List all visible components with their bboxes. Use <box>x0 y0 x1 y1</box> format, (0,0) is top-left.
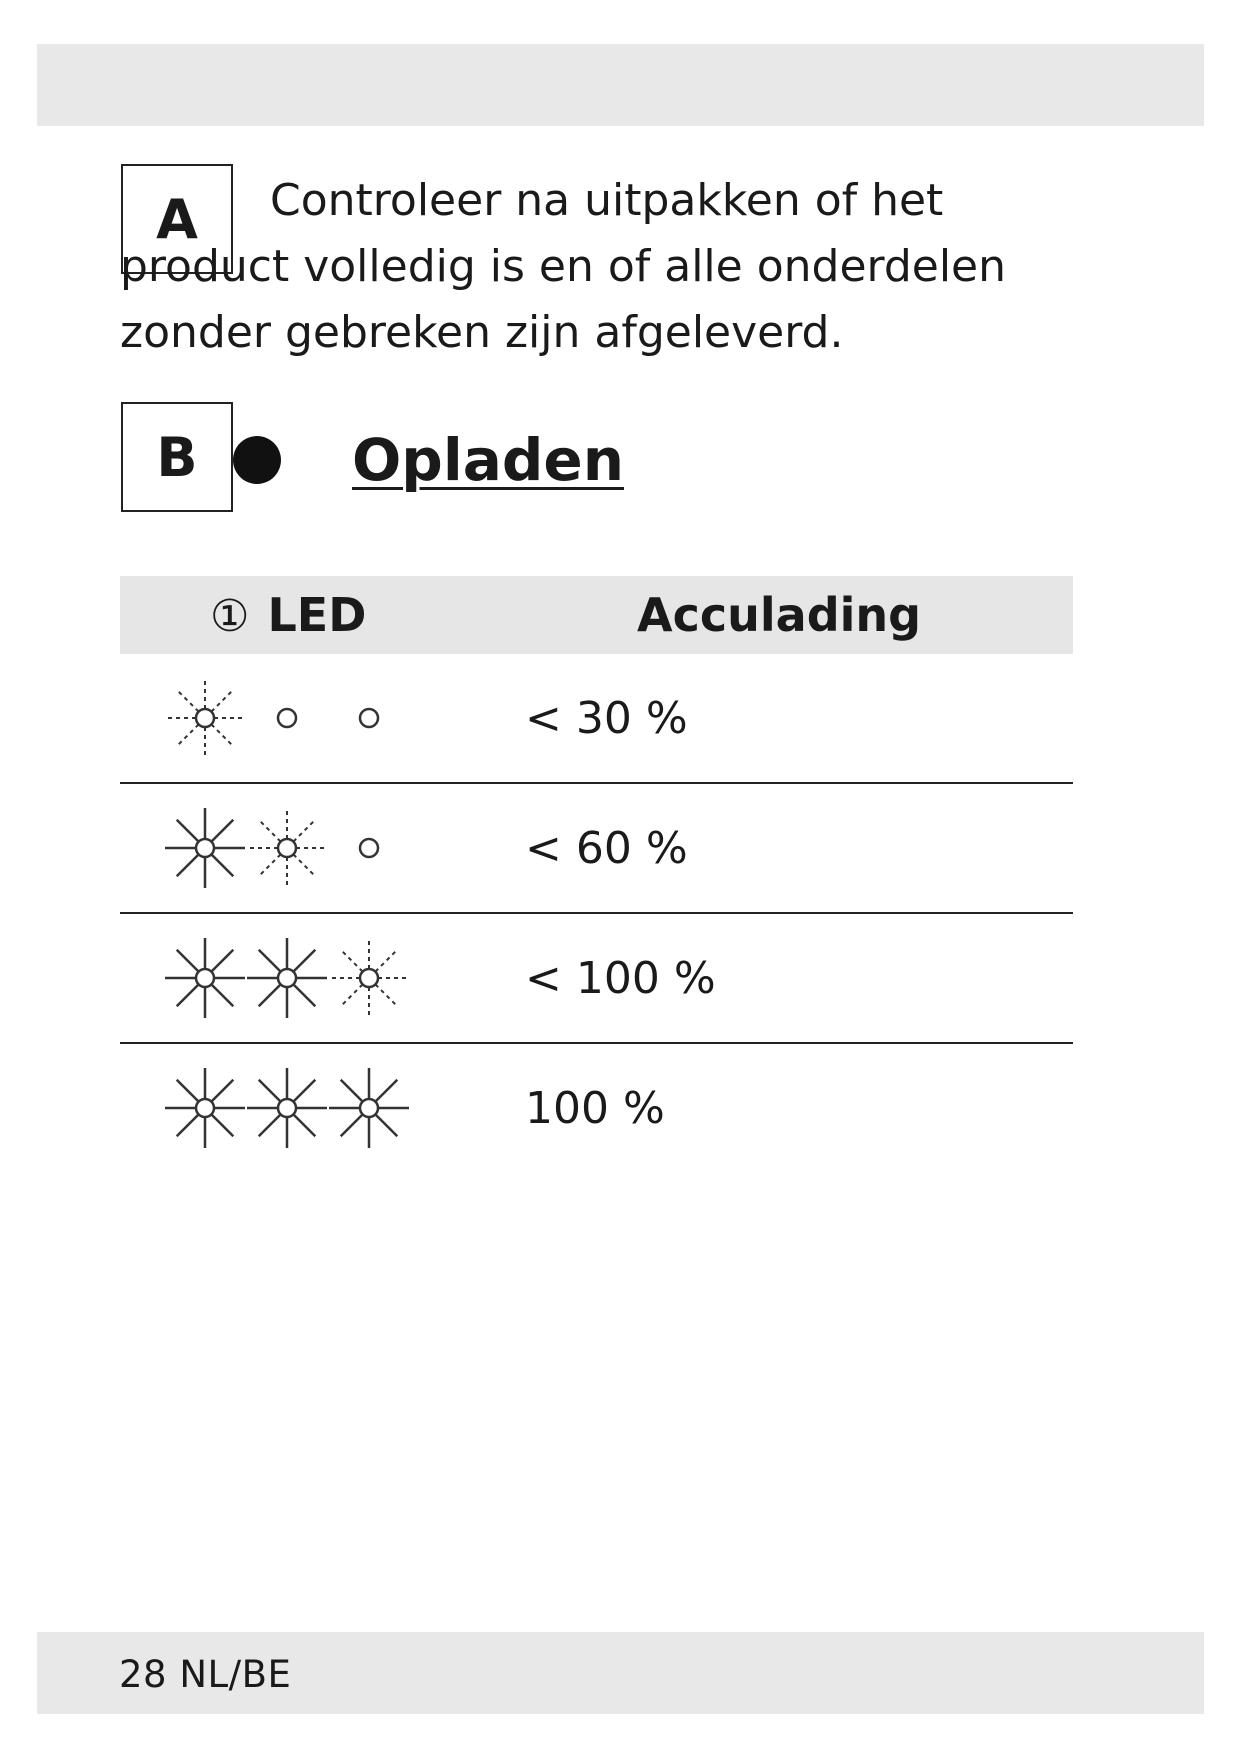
led-on-icon <box>165 808 245 888</box>
led-header-label: LED <box>267 588 367 642</box>
led-indicator-cell <box>120 654 525 783</box>
footer-band <box>37 1632 1204 1714</box>
section-a-label: A <box>121 164 233 274</box>
led-off-icon <box>278 709 296 727</box>
led-indicator-graphic <box>160 803 420 893</box>
table-row <box>120 783 1073 913</box>
table-row <box>120 654 1073 783</box>
led-on-icon <box>329 1068 409 1148</box>
charge-value: < 30 % <box>525 654 1073 783</box>
led-indicator-cell <box>120 783 525 913</box>
led-status-table <box>120 576 1073 1172</box>
led-marker: ① <box>210 591 250 642</box>
led-on-icon <box>165 938 245 1018</box>
led-on-icon <box>247 938 327 1018</box>
section-b-heading: Opladen <box>352 426 624 494</box>
led-indicator-graphic <box>160 673 420 763</box>
section-a-text: Controleer na uitpakken of het product volledig is en of alle onderdelen zonder gebreken zijn afgeleverd. <box>120 175 1007 358</box>
page-number: 28 NL/BE <box>119 1653 292 1696</box>
led-off-icon <box>360 709 378 727</box>
led-indicator-cell <box>120 1043 525 1172</box>
led-on-icon <box>247 1068 327 1148</box>
led-off-icon <box>360 839 378 857</box>
column-header-charge: Acculading <box>525 576 1073 654</box>
led-on-icon <box>165 1068 245 1148</box>
led-indicator-graphic <box>160 1063 420 1153</box>
led-indicator-graphic <box>160 933 420 1023</box>
table-row <box>120 913 1073 1043</box>
table-header-row <box>120 576 1073 654</box>
section-a-paragraph <box>120 168 1080 366</box>
table-row <box>120 1043 1073 1172</box>
led-indicator-cell <box>120 913 525 1043</box>
charge-value: < 60 % <box>525 783 1073 913</box>
bullet-dot-icon <box>233 436 281 484</box>
header-band <box>37 44 1204 126</box>
section-b-label: B <box>121 402 233 512</box>
column-header-led <box>120 576 525 654</box>
charge-value: 100 % <box>525 1082 665 1134</box>
led-blinking-icon <box>247 808 327 888</box>
led-blinking-icon <box>165 678 245 758</box>
charge-value: < 100 % <box>525 913 1073 1043</box>
led-blinking-icon <box>329 938 409 1018</box>
